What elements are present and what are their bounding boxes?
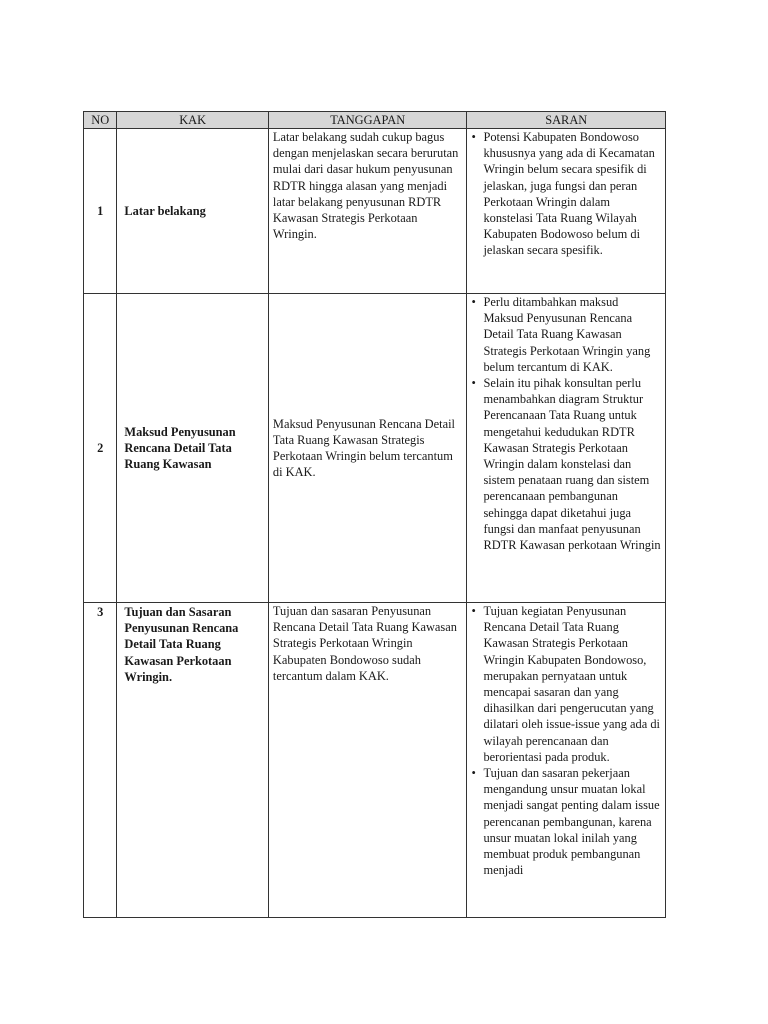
tanggapan-text: Latar belakang sudah cukup bagus dengan menjelaskan secara berurutan mulai dari dasar hukum penyusunan RDTR hingga alasan yang menjadi latar belakang penyusunan RDTR Kawasan Strategis Perkotaan Wringin. [268,129,467,294]
saran-list [471,603,661,878]
saran-bullet: • Perlu ditambahkan maksud Maksud Penyusunan Rencana Detail Tata Ruang Kawasan Strategis Perkotaan Wringin yang belum tercantum di KAK. [471,294,661,375]
table-header-row [84,112,666,129]
header-kak: KAK [117,112,269,129]
header-saran: SARAN [467,112,666,129]
header-no: NO [84,112,117,129]
row-number: 3 [84,603,117,918]
saran-bullet: • Tujuan dan sasaran pekerjaan mengandung unsur muatan lokal menjadi sangat penting dalam issue perencanan pembangunan, karena unsur muatan lokal inilah yang membuat produk pembangunan menjadi [471,765,661,878]
kak-review-table [83,111,666,918]
saran-wrap [471,603,661,916]
saran-bullet: • Tujuan kegiatan Penyusunan Rencana Detail Tata Ruang Kawasan Strategis Perkotaan Wringin Kabupaten Bondowoso, merupakan pernyataan untuk mencapai sasaran dan yang dihasilkan dari pengerucutan yang dilatari oleh issue-issue yang ada di wilayah perencanaan dan berorientasi pada produk. [471,603,661,765]
table-row [84,603,666,918]
saran-list [471,129,661,259]
kak-item: Latar belakang [117,129,269,294]
saran-cell [467,603,666,918]
saran-cell [467,294,666,603]
kak-item: Maksud Penyusunan Rencana Detail Tata Ruang Kawasan [117,294,269,603]
row-number: 1 [84,129,117,294]
saran-bullet: • Potensi Kabupaten Bondowoso khususnya yang ada di Kecamatan Wringin belum secara spesifik di jelaskan, juga fungsi dan peran Perkotaan Wringin dalam konstelasi Tata Ruang Wilayah Kabupaten Bodowoso belum di jelaskan secara spesifik. [471,129,661,259]
row-number: 2 [84,294,117,603]
saran-list [471,294,661,553]
table-row [84,129,666,294]
tanggapan-text: Maksud Penyusunan Rencana Detail Tata Ruang Kawasan Strategis Perkotaan Wringin belum tercantum di KAK. [268,294,467,603]
saran-cell [467,129,666,294]
saran-bullet: • Selain itu pihak konsultan perlu menambahkan diagram Struktur Perencanaan Tata Ruang untuk mengetahui kedudukan RDTR Kawasan Strategis Perkotaan Wringin dalam konstelasi dan sistem penataan ruang dan sistem perencanaan pembangunan sehingga dapat diketahui juga fungsi dan manfaat penyusunan RDTR Kawasan perkotaan Wringin [471,375,661,553]
tanggapan-text: Tujuan dan sasaran Penyusunan Rencana Detail Tata Ruang Kawasan Strategis Perkotaan Wringin Kabupaten Bondowoso sudah tercantum dalam KAK. [268,603,467,918]
header-tanggapan: TANGGAPAN [268,112,467,129]
kak-item: Tujuan dan Sasaran Penyusunan Rencana Detail Tata Ruang Kawasan Perkotaan Wringin. [117,603,269,918]
table-row [84,294,666,603]
